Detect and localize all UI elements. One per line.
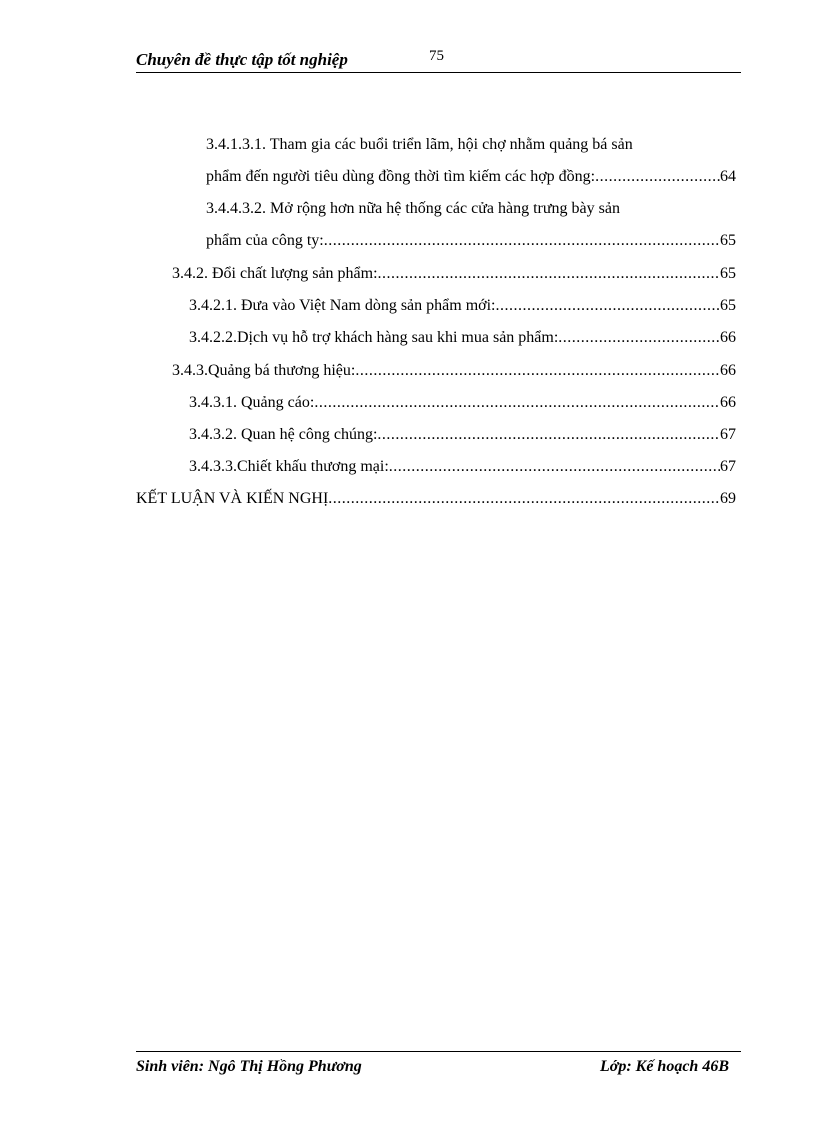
toc-entry-label: 3.4.3.Quảng bá thương hiệu:	[172, 362, 356, 379]
dot-leader	[378, 264, 720, 284]
toc-entry-ket-luan[interactable]	[136, 489, 736, 509]
document-title: Chuyên đề thực tập tốt nghiệp	[136, 50, 348, 69]
toc-entry-label: 3.4.3.2. Quan hệ công chúng:	[189, 426, 378, 443]
toc-page-number: 65	[720, 265, 736, 282]
toc-entry-3-4-1-3-1-line1: 3.4.1.3.1. Tham gia các buổi triển lãm, hội chợ nhằm quảng bá sản	[206, 136, 633, 153]
dot-leader	[496, 296, 721, 316]
toc-page-number: 67	[720, 426, 736, 443]
dot-leader	[355, 361, 720, 381]
toc-entry-3-4-3-2[interactable]	[189, 425, 736, 445]
toc-entry-3-4-4-3-2-line1: 3.4.4.3.2. Mở rộng hơn nữa hệ thống các cửa hàng trưng bày sản	[206, 200, 620, 217]
toc-entry-3-4-2-1[interactable]	[189, 296, 736, 316]
page-number: 75	[429, 48, 444, 64]
toc-page-number: 66	[720, 362, 736, 379]
toc-page-number: 69	[720, 490, 736, 507]
toc-page-number: 66	[720, 394, 736, 411]
toc-entry-label: phẩm của công ty:	[206, 232, 324, 249]
toc-page-number: 65	[720, 297, 736, 314]
toc-entry-3-4-3[interactable]	[172, 361, 736, 381]
dot-leader	[595, 167, 720, 187]
dot-leader	[558, 328, 720, 348]
toc-entry-3-4-4-3-2[interactable]	[206, 231, 736, 251]
toc-entry-3-4-2[interactable]	[172, 264, 736, 284]
class-name: Lớp: Kế hoạch 46B	[599, 1058, 729, 1075]
dot-leader	[389, 457, 720, 477]
toc-entry-3-4-2-2[interactable]	[189, 328, 736, 348]
dot-leader	[324, 231, 720, 251]
toc-page-number: 65	[720, 232, 736, 249]
toc-entry-label: KẾT LUẬN VÀ KIẾN NGHỊ	[136, 490, 329, 507]
toc-entry-3-4-1-3-1[interactable]	[206, 167, 736, 187]
toc-entry-3-4-3-1[interactable]	[189, 393, 736, 413]
toc-page-number: 64	[720, 168, 736, 185]
dot-leader	[328, 489, 720, 509]
toc-entry-label: 3.4.2.1. Đưa vào Việt Nam dòng sản phẩm mới:	[189, 297, 496, 314]
toc-page-number: 66	[720, 329, 736, 346]
toc-entry-label: 3.4.2. Đổi chất lượng sản phẩm:	[172, 265, 378, 282]
student-name: Sinh viên: Ngô Thị Hồng Phương	[136, 1058, 362, 1075]
page-footer	[136, 1051, 741, 1078]
toc-entry-label: 3.4.2.2.Dịch vụ hỗ trợ khách hàng sau khi mua sản phẩm:	[189, 329, 559, 346]
toc-page-number: 67	[720, 458, 736, 475]
toc-entry-label: 3.4.3.1. Quảng cáo:	[189, 394, 315, 411]
toc-entry-label: 3.4.3.3.Chiết khấu thương mại:	[189, 458, 389, 475]
dot-leader	[377, 425, 720, 445]
toc-entry-label: phẩm đến người tiêu dùng đồng thời tìm kiếm các hợp đồng:	[206, 168, 596, 185]
toc-entry-3-4-3-3[interactable]	[189, 457, 736, 477]
dot-leader	[314, 393, 720, 413]
